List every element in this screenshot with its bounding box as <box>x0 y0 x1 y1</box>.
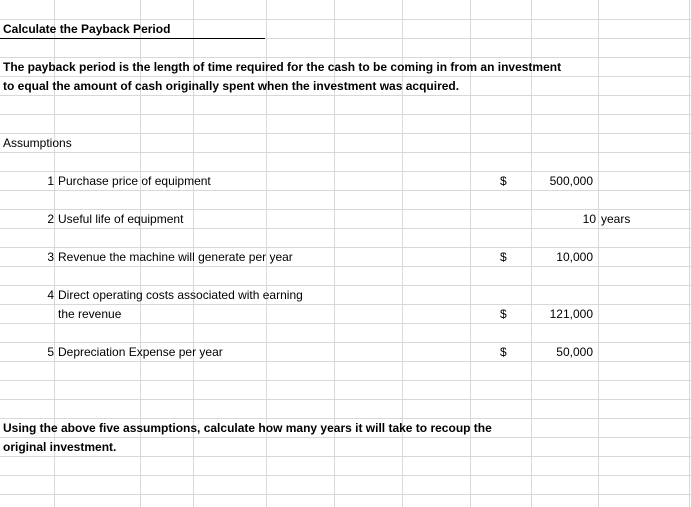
row-gridline <box>0 57 691 58</box>
assumption-number[interactable]: 5 <box>47 345 54 359</box>
assumption-value[interactable]: 50,000 <box>556 345 593 359</box>
assumption-unit[interactable]: years <box>601 212 631 226</box>
assumption-value[interactable]: 500,000 <box>549 174 593 188</box>
assumption-number[interactable]: 3 <box>47 250 54 264</box>
description-line-1[interactable]: The payback period is the length of time required for the cash to be coming in from an investment <box>3 60 562 74</box>
row-gridline <box>0 247 691 248</box>
row-gridline <box>0 171 691 172</box>
currency-symbol[interactable]: $ <box>500 307 507 321</box>
row-gridline <box>0 133 691 134</box>
row-gridline <box>0 361 691 362</box>
assumption-value[interactable]: 121,000 <box>549 307 593 321</box>
sheet-title[interactable]: Calculate the Payback Period <box>3 22 171 36</box>
row-gridline <box>0 152 691 153</box>
assumption-label[interactable]: Revenue the machine will generate per year <box>58 250 293 264</box>
row-gridline <box>0 304 691 305</box>
row-gridline <box>0 418 691 419</box>
currency-symbol[interactable]: $ <box>500 345 507 359</box>
row-gridline <box>0 494 691 495</box>
row-gridline <box>0 114 691 115</box>
assumption-label[interactable]: Purchase price of equipment <box>58 174 211 188</box>
row-gridline <box>0 76 691 77</box>
assumption-label-continued[interactable]: the revenue <box>58 307 122 321</box>
assumption-number[interactable]: 2 <box>47 212 54 226</box>
row-gridline <box>0 190 691 191</box>
title-underline <box>0 38 265 39</box>
assumption-value[interactable]: 10 <box>582 212 596 226</box>
description-line-2[interactable]: to equal the amount of cash originally spent when the investment was acquired. <box>3 79 460 93</box>
assumption-label[interactable]: Direct operating costs associated with earning <box>58 288 303 302</box>
row-gridline <box>0 456 691 457</box>
row-gridline <box>0 342 691 343</box>
row-gridline <box>0 323 691 324</box>
row-gridline <box>0 266 691 267</box>
assumption-value[interactable]: 10,000 <box>556 250 593 264</box>
row-gridline <box>0 380 691 381</box>
question-line-2[interactable]: original investment. <box>3 440 117 454</box>
column-gridline <box>598 0 599 507</box>
row-gridline <box>0 437 691 438</box>
question-line-1[interactable]: Using the above five assumptions, calculate how many years it will take to recoup the <box>3 421 492 435</box>
row-gridline <box>0 475 691 476</box>
assumption-number[interactable]: 4 <box>47 288 54 302</box>
assumptions-header[interactable]: Assumptions <box>3 136 72 150</box>
currency-symbol[interactable]: $ <box>500 174 507 188</box>
row-gridline <box>0 19 691 20</box>
row-gridline <box>0 285 691 286</box>
row-gridline <box>0 228 691 229</box>
row-gridline <box>0 209 691 210</box>
row-gridline <box>0 95 691 96</box>
column-gridline <box>689 0 690 507</box>
assumption-number[interactable]: 1 <box>47 174 54 188</box>
row-gridline <box>0 399 691 400</box>
assumption-label[interactable]: Depreciation Expense per year <box>58 345 223 359</box>
currency-symbol[interactable]: $ <box>500 250 507 264</box>
assumption-label[interactable]: Useful life of equipment <box>58 212 184 226</box>
